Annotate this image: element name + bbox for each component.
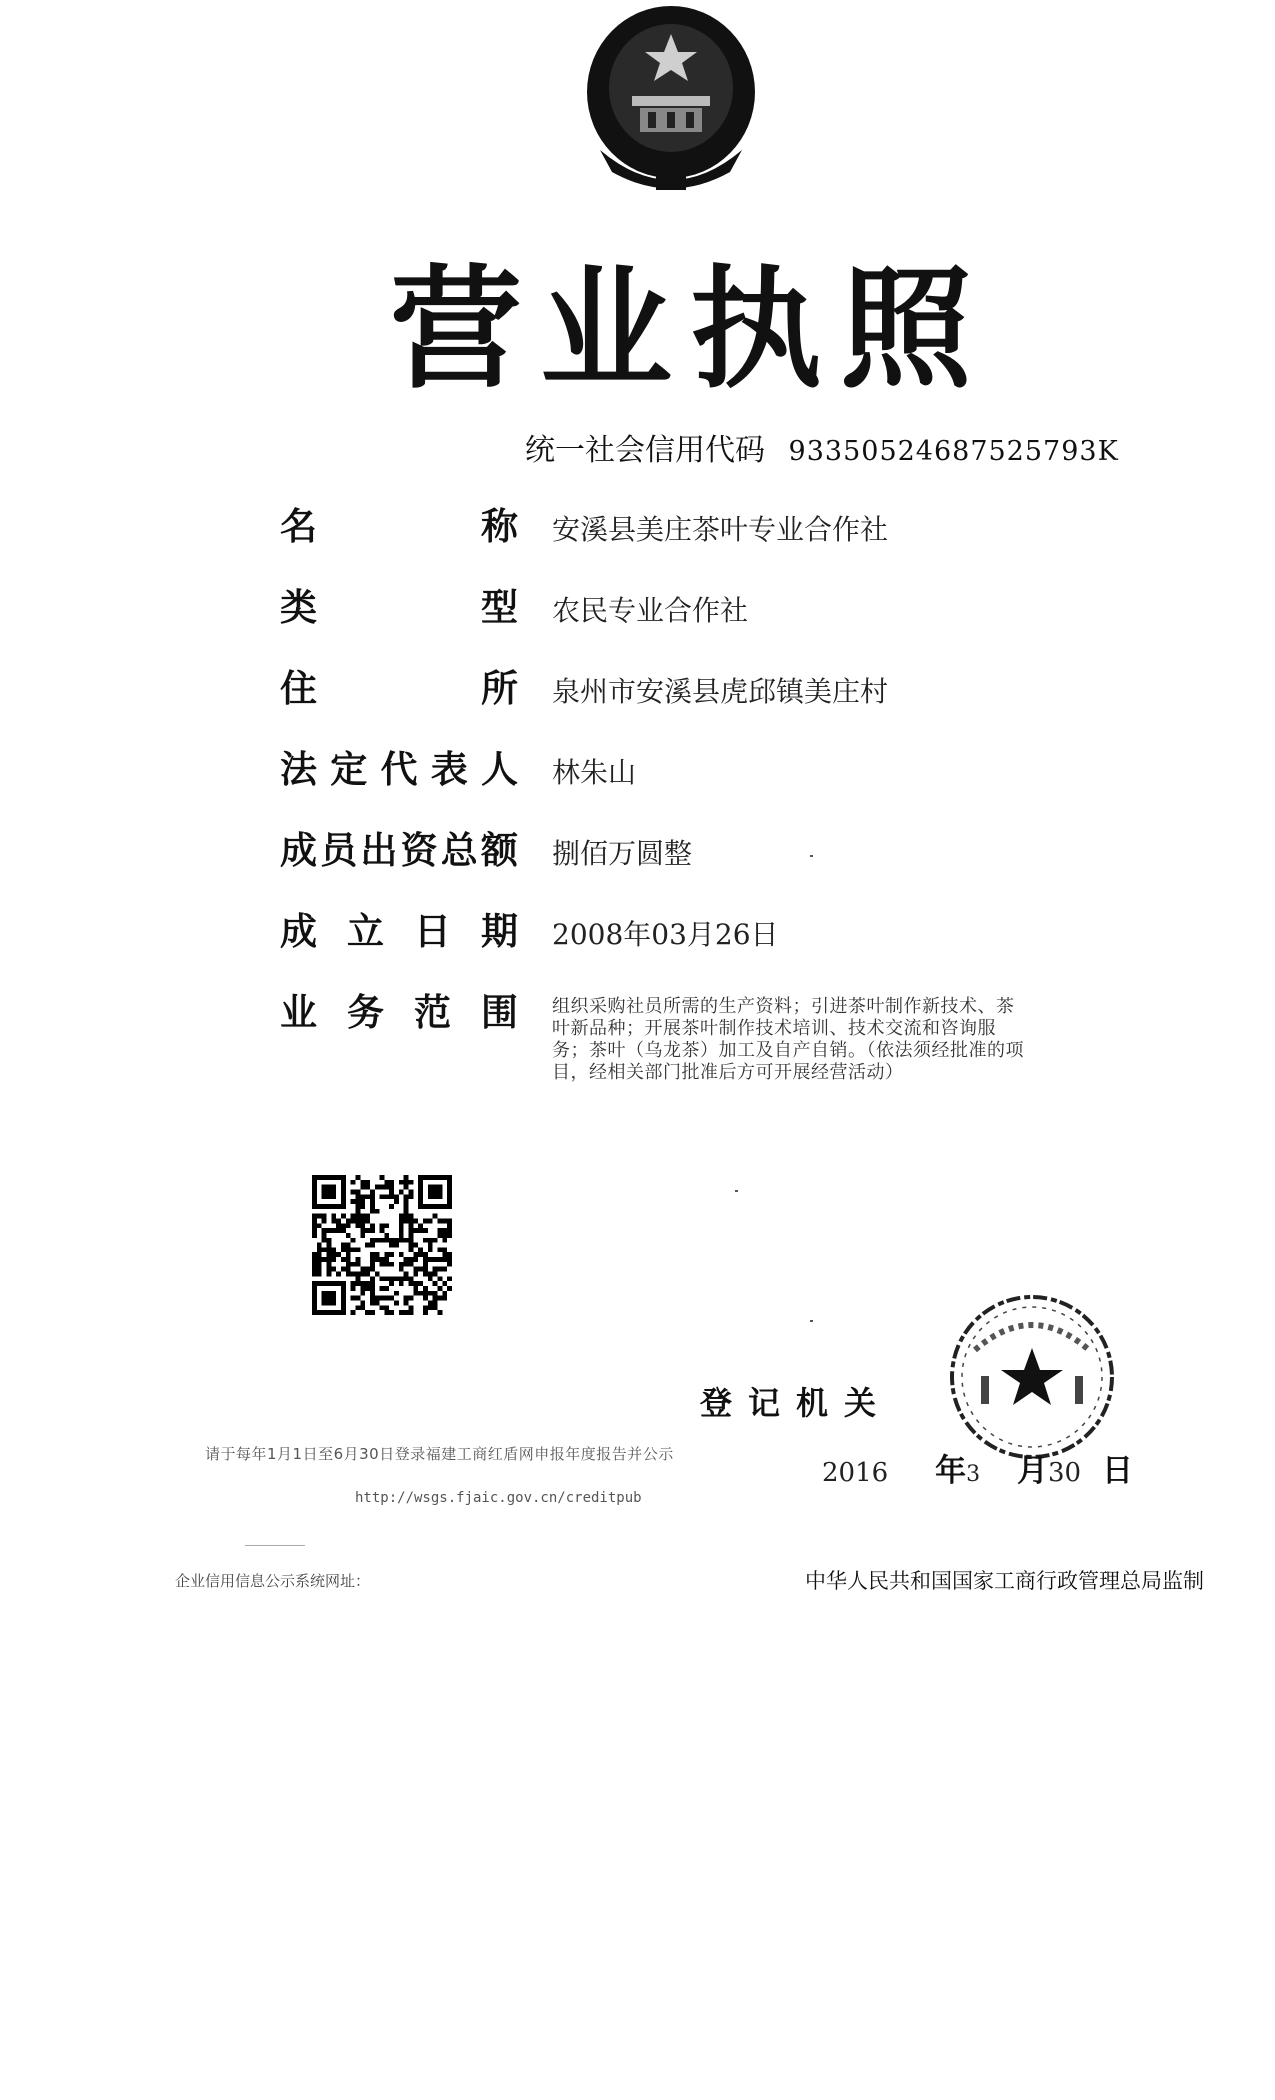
field-value-established-date: 2008年03月26日: [552, 918, 779, 951]
field-value-type: 农民专业合作社: [552, 594, 749, 627]
field-label-type: 类型: [280, 586, 518, 629]
credit-code-line: [525, 425, 1119, 469]
field-label-address: 住所: [280, 667, 518, 710]
field-label-established-date: 成立日期: [280, 910, 518, 953]
field-label-business-scope: 业务范围: [280, 991, 518, 1034]
national-emblem-icon: [560, 0, 782, 200]
scan-speck: [810, 1320, 813, 1322]
scan-speck: [810, 855, 813, 857]
scan-speck: [735, 1190, 738, 1192]
annual-report-note: 请于每年1月1日至6月30日登录福建工商红盾网申报年度报告并公示: [205, 1445, 674, 1463]
credit-code-value: 93350524687525793K: [788, 436, 1119, 467]
field-value-legal-representative: 林朱山: [552, 756, 637, 789]
field-value-address: 泉州市安溪县虎邱镇美庄村: [552, 675, 889, 708]
field-label-capital: 成员出资总额: [280, 829, 518, 872]
field-label-name: 名称: [280, 505, 518, 548]
registration-authority-label: 登记机关: [700, 1384, 893, 1422]
field-value-name: 安溪县美庄茶叶专业合作社: [552, 513, 889, 546]
official-seal-icon: [945, 1290, 1120, 1465]
credit-code-label: 统一社会信用代码: [525, 433, 765, 468]
issue-date-day-unit: 日: [1101, 1453, 1133, 1489]
document-title: 营业执照: [390, 253, 990, 407]
scan-speck: [245, 1545, 305, 1546]
supervision-note: 中华人民共和国国家工商行政管理总局监制: [805, 1569, 1204, 1593]
field-value-business-scope: 组织采购社员所需的生产资料；引进茶叶制作新技术、茶叶新品种；开展茶叶制作技术培训、技术交流和咨询服务；茶叶（乌龙茶）加工及自产自销。（依法须经批准的项目，经相关部门批准后方可开展经营活动）: [552, 996, 1024, 1083]
issue-date-year-unit: 年: [935, 1453, 967, 1489]
issue-date-day: 30: [1047, 1458, 1082, 1488]
public-system-url: http://wsgs.fjaic.gov.cn/creditpub: [355, 1490, 642, 1506]
issue-date-month: 3: [966, 1462, 981, 1487]
field-value-capital: 捌佰万圆整: [552, 837, 693, 870]
qr-code-icon: [312, 1175, 452, 1315]
public-system-label: 企业信用信息公示系统网址：: [175, 1572, 371, 1590]
issue-date: [822, 1445, 1133, 1490]
issue-date-year: 2016: [822, 1458, 889, 1488]
field-label-legal-representative: 法定代表人: [280, 748, 518, 791]
issue-date-month-unit: 月: [1016, 1453, 1048, 1489]
